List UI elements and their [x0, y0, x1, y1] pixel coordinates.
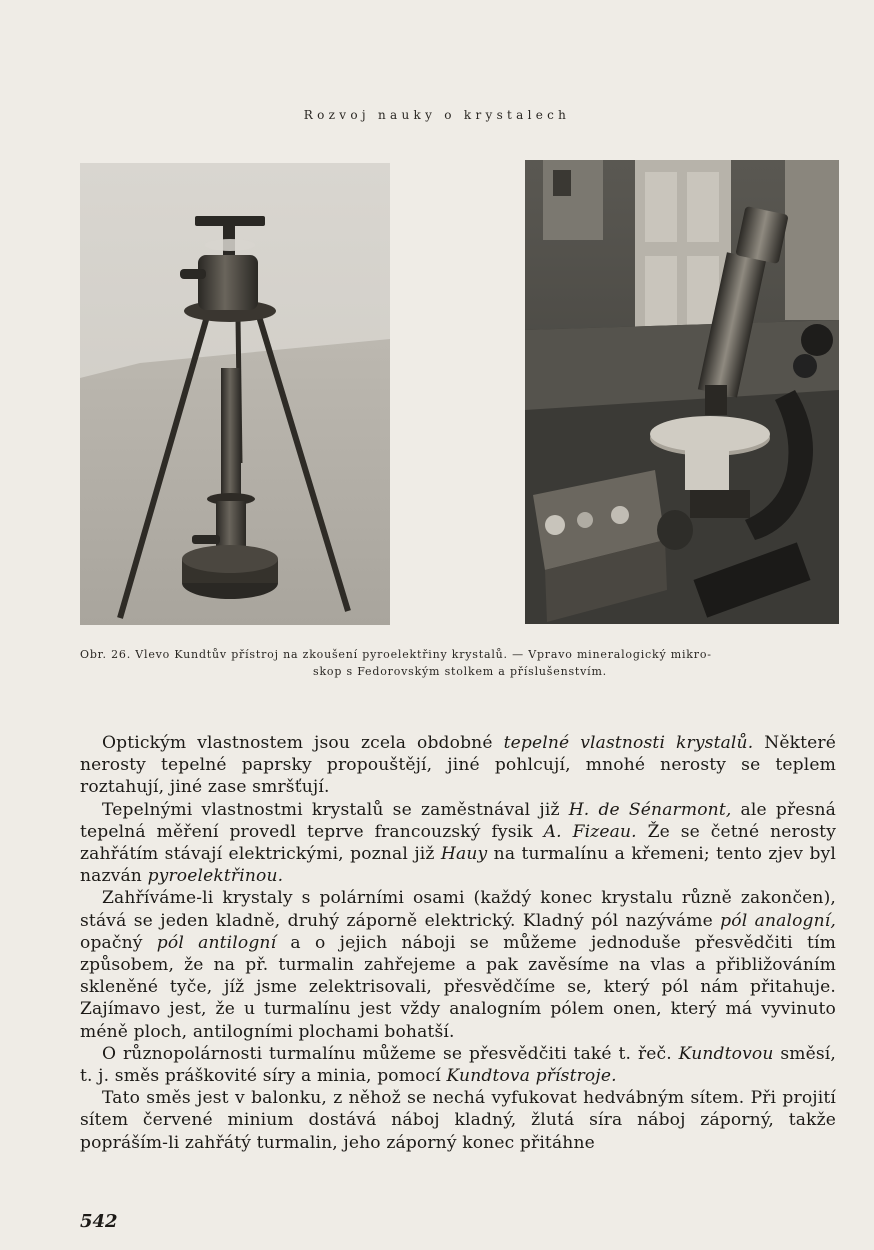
body-text: [80, 732, 836, 1154]
kundt-apparatus-photo: [80, 163, 390, 625]
italic-text: pól antilogní: [156, 932, 277, 953]
paragraph: [80, 799, 836, 888]
text-run: ale přesná tepelná měření provedl teprve francouzský fysik: [80, 799, 836, 842]
caption-line-2: skop s Fedorovským stolkem a příslušenstvím.: [313, 665, 607, 678]
paragraph: [80, 732, 836, 799]
italic-text: Kundtovou: [678, 1043, 774, 1064]
text-run: na turmalínu a křemeni; tento zjev byl nazván: [80, 844, 836, 887]
italic-text: tepelné vlastnosti krystalů.: [503, 733, 754, 753]
text-run: Tato směs jest v balonku, z něhož se nechá vyfukovat hedvábným sítem. Při projití sítem červené minium dostává náboj kladný, žlutá síra náboj záporný, takže popráším-li zahřátý turmalin, jeho záporný konec přitáhne: [80, 1088, 836, 1153]
text-run: opačný: [80, 932, 157, 953]
text-run: Zahříváme-li krystaly s polárními osami (každý konec krystalu různě zakončen), stává se jeden kladně, druhý záporně elektrický. Kladný pól nazýváme: [80, 888, 836, 931]
text-run: Optickým vlastnostem jsou zcela obdobné: [102, 733, 504, 753]
figure-caption: [80, 646, 840, 680]
text-run: směsí, t. j. směs práškovité síry a minia, pomocí: [80, 1043, 836, 1087]
caption-line-1: Obr. 26. Vlevo Kundtův přístroj na zkoušení pyroelektřiny krystalů. — Vpravo mineralogický mikro-: [80, 648, 712, 661]
italic-text: pól analogní,: [720, 910, 836, 931]
text-run: Některé nerosty tepelné paprsky propouštějí, jiné pohlcují, mnohé nerosty se teplem roztahují, jiné zase smršťují.: [80, 733, 836, 798]
microscope-photo: [525, 160, 839, 624]
text-run: Tepelnými vlastnostmi krystalů se zaměstnával již: [102, 799, 569, 820]
paragraph: [80, 1087, 836, 1154]
text-run: O různopolárnosti turmalínu můžeme se přesvědčiti také t. řeč.: [102, 1043, 679, 1064]
italic-text: pyroelektřinou.: [147, 866, 284, 887]
italic-text: H. de Sénarmont,: [568, 799, 732, 820]
page-number: 542: [80, 1211, 118, 1232]
paragraph: [80, 887, 836, 1042]
text-run: Že se četné nerosty zahřátím stávají elektrickými, poznal již: [80, 821, 837, 865]
text-run: a o jejich náboji se můžeme jednoduše přesvědčiti tím způsobem, že na př. turmalin zahřejeme a pak zavěsíme na vlas a přibližováním skleněné tyče, jíž jsme zelektrisovali, přesvědčíme se, který pól nám přitahuje. Zajímavo jest, že u turmalínu jest vždy analogním pólem onen, který má vyvinuto méně ploch, antilogními plochami bohatší.: [80, 932, 836, 1042]
tripod-illustration: [80, 163, 390, 625]
italic-text: A. Fizeau.: [543, 821, 637, 842]
paragraph: [80, 1043, 836, 1087]
running-head: Rozvoj nauky o krystalech: [303, 108, 571, 122]
italic-text: Hauy: [440, 844, 488, 865]
microscope-illustration: [525, 160, 839, 624]
italic-text: Kundtova přístroje.: [446, 1066, 617, 1087]
